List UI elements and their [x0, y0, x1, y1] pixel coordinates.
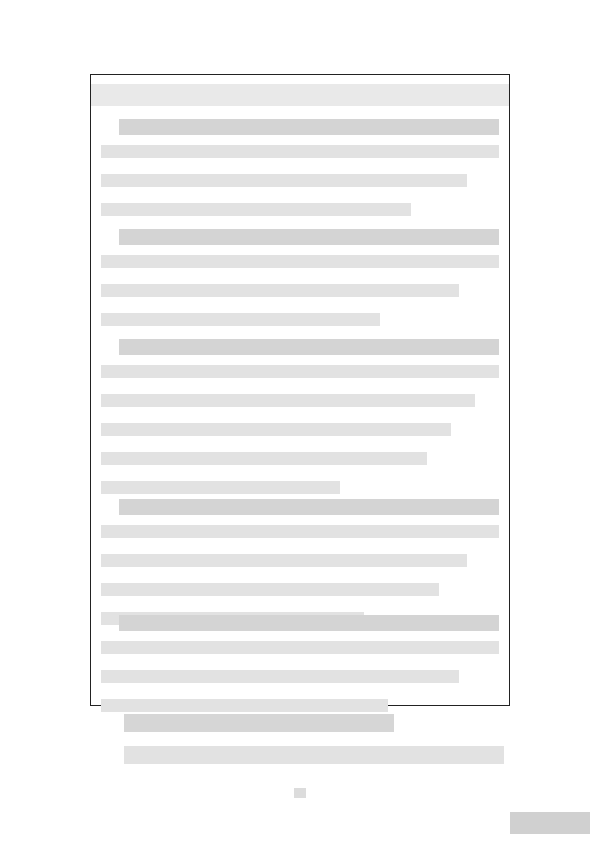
text-line — [101, 641, 499, 654]
section-heading — [124, 714, 394, 732]
text-line — [101, 394, 475, 407]
text-line — [101, 583, 439, 596]
text-line — [101, 255, 499, 268]
section-1 — [101, 119, 499, 232]
section-5 — [101, 615, 499, 728]
section-heading — [119, 499, 499, 515]
text-line — [101, 284, 459, 297]
text-line — [101, 313, 380, 326]
box-title — [91, 84, 509, 106]
section-2 — [101, 229, 499, 342]
text-line — [101, 174, 467, 187]
text-line — [101, 145, 499, 158]
section-heading — [119, 615, 499, 631]
text-line — [101, 423, 451, 436]
text-line — [101, 699, 388, 712]
page-number — [294, 788, 306, 798]
text-line — [101, 203, 411, 216]
text-line — [101, 365, 499, 378]
text-line — [101, 525, 499, 538]
body-text-line — [124, 746, 504, 764]
text-line — [101, 452, 427, 465]
section-heading — [119, 339, 499, 355]
section-3 — [101, 339, 499, 510]
section-heading — [119, 119, 499, 135]
text-line — [101, 670, 459, 683]
section-heading — [119, 229, 499, 245]
text-line — [101, 554, 467, 567]
watermark — [510, 812, 590, 834]
text-line — [101, 481, 340, 494]
callout-box — [90, 74, 510, 706]
